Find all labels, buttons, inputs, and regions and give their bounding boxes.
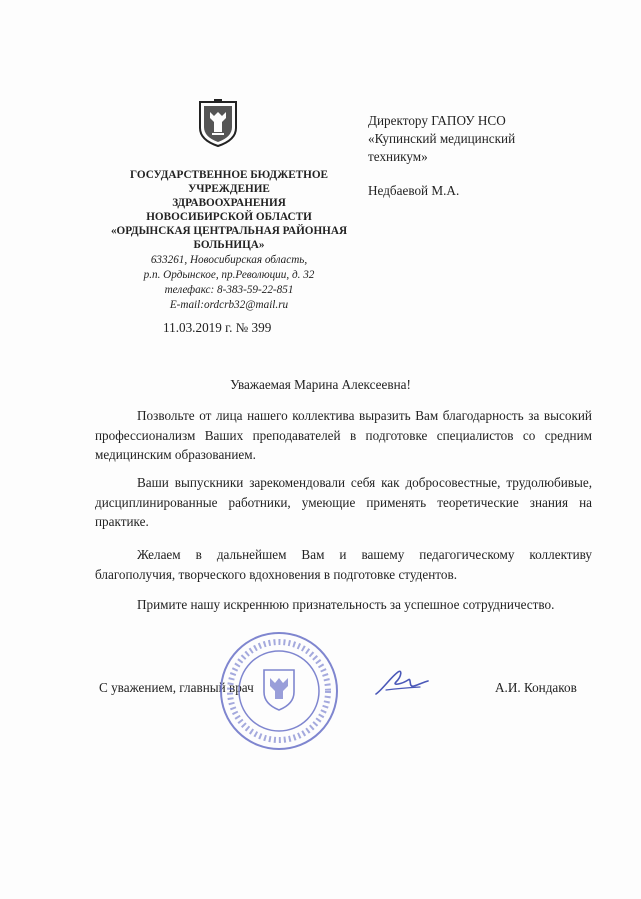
recipient-line: техникум» [368,149,428,164]
organization-address: 633261, Новосибирская область, р.п. Ордынское, пр.Революции, д. 32 телефакс: 8-383-59-22-851 E-mail:ordcrb32@mail.ru [143,254,315,311]
signer-name: А.И. Кондаков [495,680,577,695]
letter-paragraph: Примите нашу искреннюю признательность за успешное сотрудничество. [137,597,555,612]
letter-paragraph: Ваши выпускники зарекомендовали себя как добросовестные, трудолюбивые, дисциплинированные работники, умеющие применять теоретические знания на практике. [95,475,592,529]
coat-of-arms-icon [196,98,240,148]
letter-paragraph: Желаем в дальнейшем Вам и вашему педагогическому коллективу благополучия, творческого вдохновения в подготовке студентов. [95,547,592,582]
recipient-block [368,112,568,200]
official-seal-icon [218,630,340,752]
closing-phrase: С уважением, главный врач [99,680,254,695]
greeting: Уважаемая Марина Алексеевна! [230,377,411,392]
organization-block [95,168,363,313]
recipient-line: Директору ГАПОУ НСО [368,113,506,128]
letter-paragraph: Позвольте от лица нашего коллектива выразить Вам благодарность за высокий профессионализм Ваших преподавателей в подготовке специалистов со средним медицинским образованием. [95,408,592,462]
recipient-line: «Купинский медицинский [368,131,516,146]
recipient-name: Недбаевой М.А. [368,183,460,198]
organization-name: ГОСУДАРСТВЕННОЕ БЮДЖЕТНОЕ УЧРЕЖДЕНИЕ ЗДРАВООХРАНЕНИЯ НОВОСИБИРСКОЙ ОБЛАСТИ «ОРДЫНСКАЯ ЦЕНТРАЛЬНАЯ РАЙОННАЯ БОЛЬНИЦА» [110,169,348,251]
signature-icon [372,664,432,700]
registration-number: 11.03.2019 г. № 399 [163,320,272,335]
